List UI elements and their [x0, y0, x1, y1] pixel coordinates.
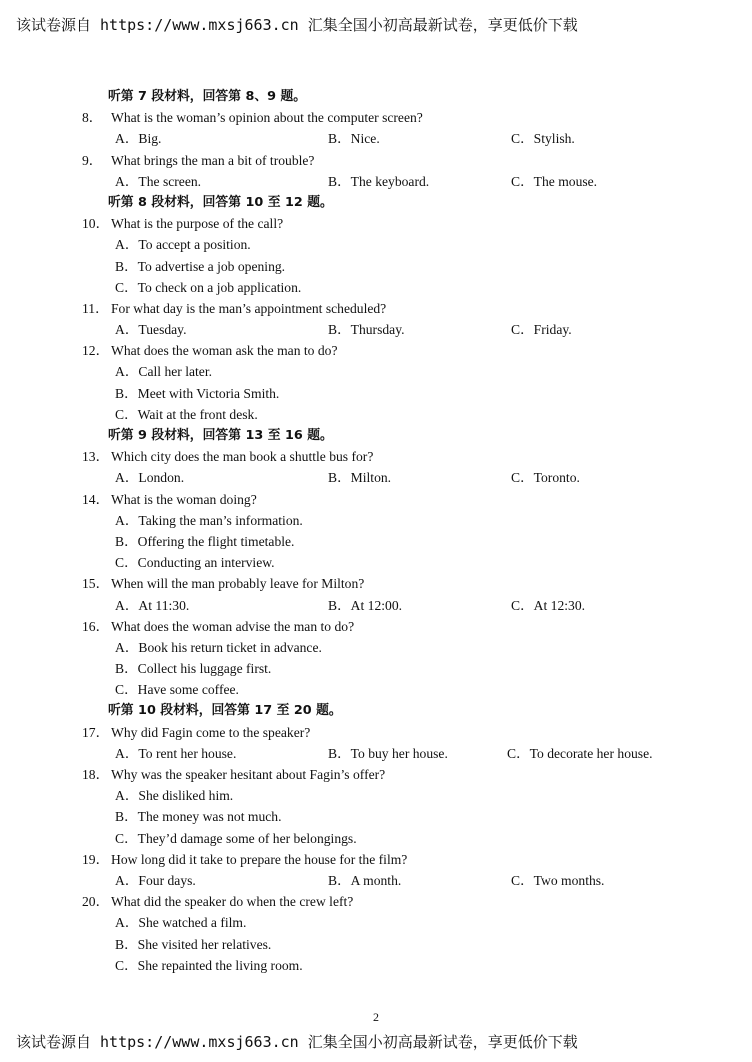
question-number: 14． [82, 491, 110, 507]
question [0, 849, 752, 870]
question-text: What is the woman doing? [111, 491, 257, 507]
section-heading: 听第 8 段材料，回答第 10 至 12 题。 [108, 194, 333, 210]
question-text: Why was the speaker hesitant about Fagin’s offer? [111, 767, 386, 782]
section-heading: 听第 7 段材料，回答第 8、9 题。 [108, 89, 307, 104]
question-text: What brings the man a bit of trouble? [111, 152, 315, 168]
answer-option: B．Meet with Victoria Smith. [115, 385, 280, 401]
question-number: 17． [82, 724, 110, 740]
question-text: For what day is the man’s appointment scheduled? [111, 300, 387, 316]
answer-option: A．Four days. [115, 872, 196, 888]
question-text: How long did it take to prepare the house for the film? [111, 851, 408, 867]
answer-option: C．At 12:30. [511, 597, 586, 613]
question-text: When will the man probably leave for Milton? [111, 576, 365, 592]
source-banner-top: 该试卷源自 https://www.mxsj663.cn 汇集全国小初高最新试卷，享更低价下载 [16, 16, 578, 34]
answer-option: A．London. [115, 470, 185, 486]
question-number: 16． [82, 618, 110, 634]
option-row [0, 361, 752, 382]
answer-option: A．Book his return ticket in advance. [115, 639, 322, 655]
question-number: 10． [82, 216, 110, 232]
option-row [0, 828, 752, 849]
answer-option: B．To buy her house. [328, 745, 448, 761]
answer-option: C．To decorate her house. [507, 745, 653, 761]
option-row [0, 319, 752, 340]
option-row [0, 658, 752, 679]
question-number: 8． [82, 110, 103, 126]
question-number: 13． [82, 449, 110, 465]
answer-option: C．Conducting an interview. [115, 555, 275, 571]
answer-option: B．Collect his luggage first. [115, 661, 272, 677]
question-number: 11． [82, 300, 109, 316]
option-row [0, 510, 752, 531]
option-row [0, 870, 752, 891]
question-number: 20． [82, 894, 110, 910]
question-text: Which city does the man book a shuttle bus for? [111, 449, 374, 465]
question [0, 446, 752, 467]
answer-option: A．To accept a position. [115, 237, 251, 253]
option-row [0, 404, 752, 425]
option-row [0, 785, 752, 806]
option-row [0, 934, 752, 955]
answer-option: C．Toronto. [511, 470, 580, 486]
option-row [0, 256, 752, 277]
answer-option: C．Friday. [511, 322, 572, 338]
option-row [0, 806, 752, 827]
question-number: 15． [82, 576, 110, 592]
answer-option: B．She visited her relatives. [115, 936, 272, 952]
question [0, 150, 752, 171]
source-banner-bottom: 该试卷源自 https://www.mxsj663.cn 汇集全国小初高最新试卷，享更低价下载 [16, 1033, 578, 1051]
answer-option: A．She watched a film. [115, 915, 247, 931]
answer-option: B．To advertise a job opening. [115, 258, 286, 274]
question [0, 616, 752, 637]
answer-option: B．Thursday. [328, 322, 405, 338]
option-row [0, 277, 752, 298]
answer-option: B．A month. [328, 872, 402, 888]
answer-option: C．The mouse. [511, 173, 598, 189]
option-row [0, 383, 752, 404]
question-text: What does the woman advise the man to do? [111, 618, 355, 634]
answer-option: C．Have some coffee. [115, 682, 239, 698]
answer-option: C．Stylish. [511, 131, 575, 147]
section-heading: 听第 10 段材料，回答第 17 至 20 题。 [108, 703, 342, 719]
option-row [0, 171, 752, 192]
question-text: What is the purpose of the call? [111, 216, 284, 232]
answer-option: B．Offering the flight timetable. [115, 533, 295, 549]
answer-option: C．To check on a job application. [115, 279, 302, 295]
question [0, 298, 752, 319]
option-row [0, 637, 752, 658]
option-row [0, 595, 752, 616]
exam-content [0, 86, 752, 976]
answer-option: A．Taking the man’s information. [115, 512, 303, 528]
question [0, 340, 752, 361]
option-row [0, 743, 752, 764]
question [0, 764, 752, 785]
question [0, 722, 752, 743]
answer-option: C．Two months. [511, 872, 605, 888]
question [0, 489, 752, 510]
option-row [0, 531, 752, 552]
option-row [0, 234, 752, 255]
question-number: 18． [82, 767, 110, 782]
question-number: 12． [82, 343, 110, 359]
answer-option: A．She disliked him. [115, 788, 234, 804]
question [0, 213, 752, 234]
answer-option: B．The keyboard. [328, 173, 430, 189]
answer-option: A．The screen. [115, 173, 202, 189]
answer-option: B．At 12:00. [328, 597, 403, 613]
option-row [0, 912, 752, 933]
question-text: What did the speaker do when the crew left? [111, 894, 354, 910]
option-row [0, 679, 752, 700]
page-number: 2 [373, 1010, 379, 1024]
question-number: 19． [82, 851, 110, 867]
answer-option: A．Tuesday. [115, 322, 187, 338]
option-row [0, 955, 752, 976]
answer-option: A．To rent her house. [115, 745, 237, 761]
section-heading: 听第 9 段材料，回答第 13 至 16 题。 [108, 428, 333, 443]
answer-option: A．Big. [115, 131, 162, 147]
question-number: 9． [82, 152, 103, 168]
option-row [0, 128, 752, 149]
answer-option: B．Nice. [328, 131, 380, 147]
answer-option: C．They’d damage some of her belongings. [115, 830, 357, 846]
question-text: What does the woman ask the man to do? [111, 343, 338, 359]
question [0, 573, 752, 594]
question-text: What is the woman’s opinion about the computer screen? [111, 110, 423, 126]
question [0, 891, 752, 912]
option-row [0, 552, 752, 573]
question [0, 107, 752, 128]
answer-option: B．The money was not much. [115, 809, 282, 825]
answer-option: C．Wait at the front desk. [115, 406, 258, 422]
answer-option: A．At 11:30. [115, 597, 190, 613]
question-text: Why did Fagin come to the speaker? [111, 724, 311, 740]
answer-option: C．She repainted the living room. [115, 957, 303, 973]
answer-option: B．Milton. [328, 470, 392, 486]
option-row [0, 467, 752, 488]
answer-option: A．Call her later. [115, 364, 213, 380]
